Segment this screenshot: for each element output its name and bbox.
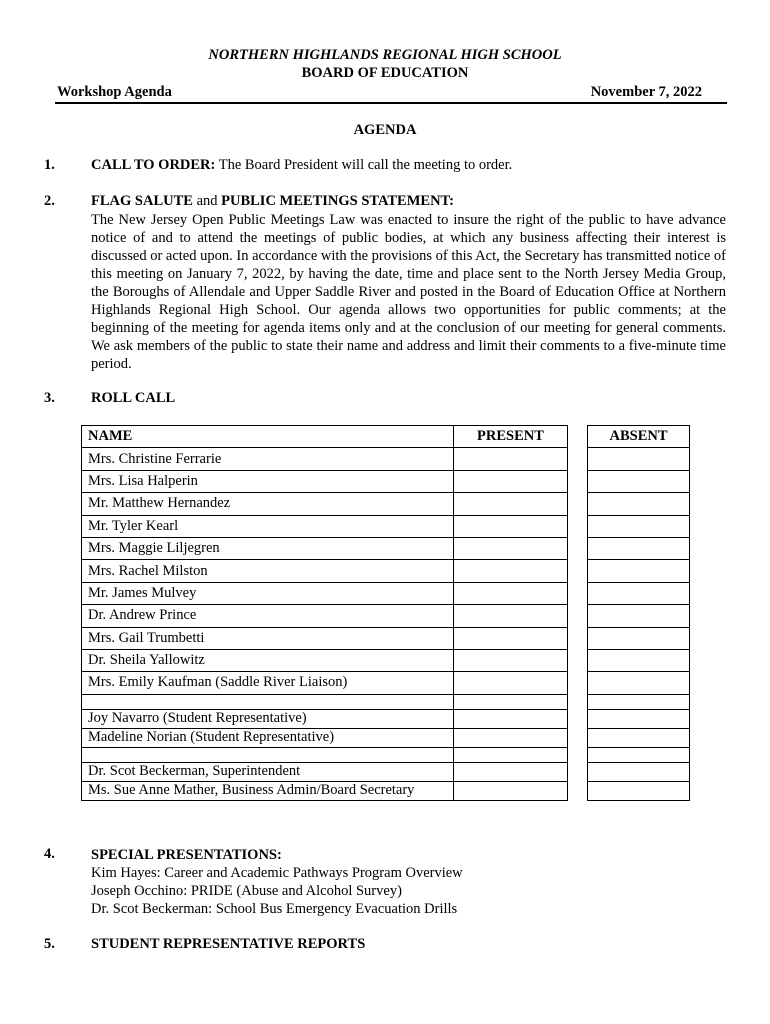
absent-cell[interactable]: [588, 762, 690, 781]
table-row: [82, 493, 690, 515]
table-row: [82, 672, 690, 694]
item-flag-salute: [91, 193, 454, 210]
presentation-line-1: Kim Hayes: Career and Academic Pathways Program Overview: [91, 865, 463, 881]
present-cell[interactable]: [454, 537, 568, 559]
public-meetings-statement: The New Jersey Open Public Meetings Law was enacted to insure the right of the public to have advance notice of and to attend the meetings of public bodies, at which any business affecting their interest is discussed or acted upon. In accordance with the provisions of this Act, the Secretary has transmitted notice of this meeting on January 7, 2022, by having the date, time and place sent to the North Jersey Media Group, the Boroughs of Allendale and Upper Saddle River and posted in the Board of Education Office at Northern Highlands Regional High School. Our agenda allows two opportunities for public comments; at the beginning of the meeting for agenda items only and at the conclusion of our meeting for general comments. We ask members of the public to state their name and address and limit their comments to a five-minute time period.: [91, 212, 726, 372]
col-absent-header: ABSENT: [588, 426, 690, 448]
absent-cell[interactable]: [588, 470, 690, 492]
present-cell[interactable]: [454, 515, 568, 537]
col-name-header: NAME: [82, 426, 454, 448]
item-text: The Board President will call the meeting to order.: [215, 157, 513, 173]
name-cell: Dr. Scot Beckerman, Superintendent: [82, 762, 454, 781]
item-number-1: 1.: [44, 157, 55, 173]
spacer-cell: [568, 493, 588, 515]
agenda-title: AGENDA: [353, 122, 417, 138]
table-row: [82, 762, 690, 781]
name-cell: Mrs. Lisa Halperin: [82, 470, 454, 492]
name-cell: Mr. James Mulvey: [82, 582, 454, 604]
item-title-2: PUBLIC MEETINGS STATEMENT:: [221, 193, 454, 209]
item-number-4: 4.: [44, 846, 55, 862]
name-cell: Mrs. Rachel Milston: [82, 560, 454, 582]
item-student-reports: STUDENT REPRESENTATIVE REPORTS: [91, 936, 366, 952]
item-call-to-order: [91, 157, 512, 174]
absent-cell[interactable]: [588, 582, 690, 604]
spacer-cell: [568, 672, 588, 694]
spacer-cell: [568, 709, 588, 728]
spacer-cell: [568, 728, 588, 747]
present-cell[interactable]: [454, 493, 568, 515]
document-type: Workshop Agenda: [57, 84, 172, 100]
present-cell[interactable]: [454, 728, 568, 747]
table-row: [82, 781, 690, 800]
spacer-cell: [568, 605, 588, 627]
absent-cell[interactable]: [588, 747, 690, 762]
spacer-cell: [568, 694, 588, 709]
item-number-2: 2.: [44, 193, 55, 209]
item-roll-call: ROLL CALL: [91, 390, 176, 406]
item-title: SPECIAL PRESENTATIONS:: [91, 847, 282, 863]
special-presentations: [91, 846, 463, 918]
name-cell: Dr. Sheila Yallowitz: [82, 649, 454, 671]
item-title: CALL TO ORDER:: [91, 157, 216, 173]
table-row: [82, 709, 690, 728]
table-row: [82, 582, 690, 604]
absent-cell[interactable]: [588, 560, 690, 582]
spacer-cell: [568, 582, 588, 604]
spacer-cell: [568, 470, 588, 492]
presentation-line-3: Dr. Scot Beckerman: School Bus Emergency Evacuation Drills: [91, 901, 458, 917]
item-joiner: and: [192, 193, 222, 209]
absent-cell[interactable]: [588, 448, 690, 470]
members-body: [82, 448, 690, 694]
present-cell[interactable]: [454, 762, 568, 781]
header-divider: [55, 102, 727, 104]
board-name: BOARD OF EDUCATION: [301, 65, 469, 81]
name-cell: Mr. Tyler Kearl: [82, 515, 454, 537]
table-row: [82, 537, 690, 559]
table-row: [82, 728, 690, 747]
absent-cell[interactable]: [588, 709, 690, 728]
present-cell[interactable]: [454, 694, 568, 709]
roll-call-table: [81, 425, 690, 801]
name-cell: [82, 694, 454, 709]
col-present-header: PRESENT: [454, 426, 568, 448]
table-row: [82, 448, 690, 470]
staff-body: [82, 762, 690, 800]
students-body: [82, 709, 690, 747]
absent-cell[interactable]: [588, 515, 690, 537]
absent-cell[interactable]: [588, 605, 690, 627]
name-cell: Madeline Norian (Student Representative): [82, 728, 454, 747]
item-title: FLAG SALUTE: [91, 193, 193, 209]
present-cell[interactable]: [454, 582, 568, 604]
table-row: [82, 627, 690, 649]
name-cell: Ms. Sue Anne Mather, Business Admin/Board Secretary: [82, 781, 454, 800]
name-cell: Mrs. Maggie Liljegren: [82, 537, 454, 559]
name-cell: Dr. Andrew Prince: [82, 605, 454, 627]
school-name: NORTHERN HIGHLANDS REGIONAL HIGH SCHOOL: [208, 47, 562, 63]
absent-cell[interactable]: [588, 781, 690, 800]
absent-cell[interactable]: [588, 537, 690, 559]
present-cell[interactable]: [454, 627, 568, 649]
spacer-cell: [568, 426, 588, 448]
spacer-cell: [568, 448, 588, 470]
present-cell[interactable]: [454, 672, 568, 694]
absent-cell[interactable]: [588, 694, 690, 709]
absent-cell[interactable]: [588, 728, 690, 747]
presentation-line-2: Joseph Occhino: PRIDE (Abuse and Alcohol Survey): [91, 883, 402, 899]
absent-cell[interactable]: [588, 627, 690, 649]
spacer-cell: [568, 560, 588, 582]
spacer-cell: [568, 537, 588, 559]
present-cell[interactable]: [454, 560, 568, 582]
spacer-cell: [568, 781, 588, 800]
present-cell[interactable]: [454, 448, 568, 470]
item-number-5: 5.: [44, 936, 55, 952]
absent-cell[interactable]: [588, 672, 690, 694]
meeting-date: November 7, 2022: [590, 84, 702, 100]
spacer-cell: [568, 627, 588, 649]
table-row: [82, 560, 690, 582]
item-number-3: 3.: [44, 390, 55, 406]
spacer-cell: [568, 649, 588, 671]
table-row: [82, 649, 690, 671]
present-cell[interactable]: [454, 605, 568, 627]
table-header-row: [82, 426, 690, 448]
name-cell: Joy Navarro (Student Representative): [82, 709, 454, 728]
spacer-cell: [568, 762, 588, 781]
spacer-cell: [568, 747, 588, 762]
present-cell[interactable]: [454, 649, 568, 671]
present-cell[interactable]: [454, 747, 568, 762]
table-row: [82, 515, 690, 537]
present-cell[interactable]: [454, 709, 568, 728]
table-row: [82, 605, 690, 627]
absent-cell[interactable]: [588, 493, 690, 515]
name-cell: Mrs. Christine Ferrarie: [82, 448, 454, 470]
table-row-blank: [82, 747, 690, 762]
table-row-blank: [82, 694, 690, 709]
name-cell: Mrs. Emily Kaufman (Saddle River Liaison): [82, 672, 454, 694]
present-cell[interactable]: [454, 781, 568, 800]
table-row: [82, 470, 690, 492]
absent-cell[interactable]: [588, 649, 690, 671]
present-cell[interactable]: [454, 470, 568, 492]
name-cell: Mr. Matthew Hernandez: [82, 493, 454, 515]
spacer-cell: [568, 515, 588, 537]
name-cell: [82, 747, 454, 762]
name-cell: Mrs. Gail Trumbetti: [82, 627, 454, 649]
